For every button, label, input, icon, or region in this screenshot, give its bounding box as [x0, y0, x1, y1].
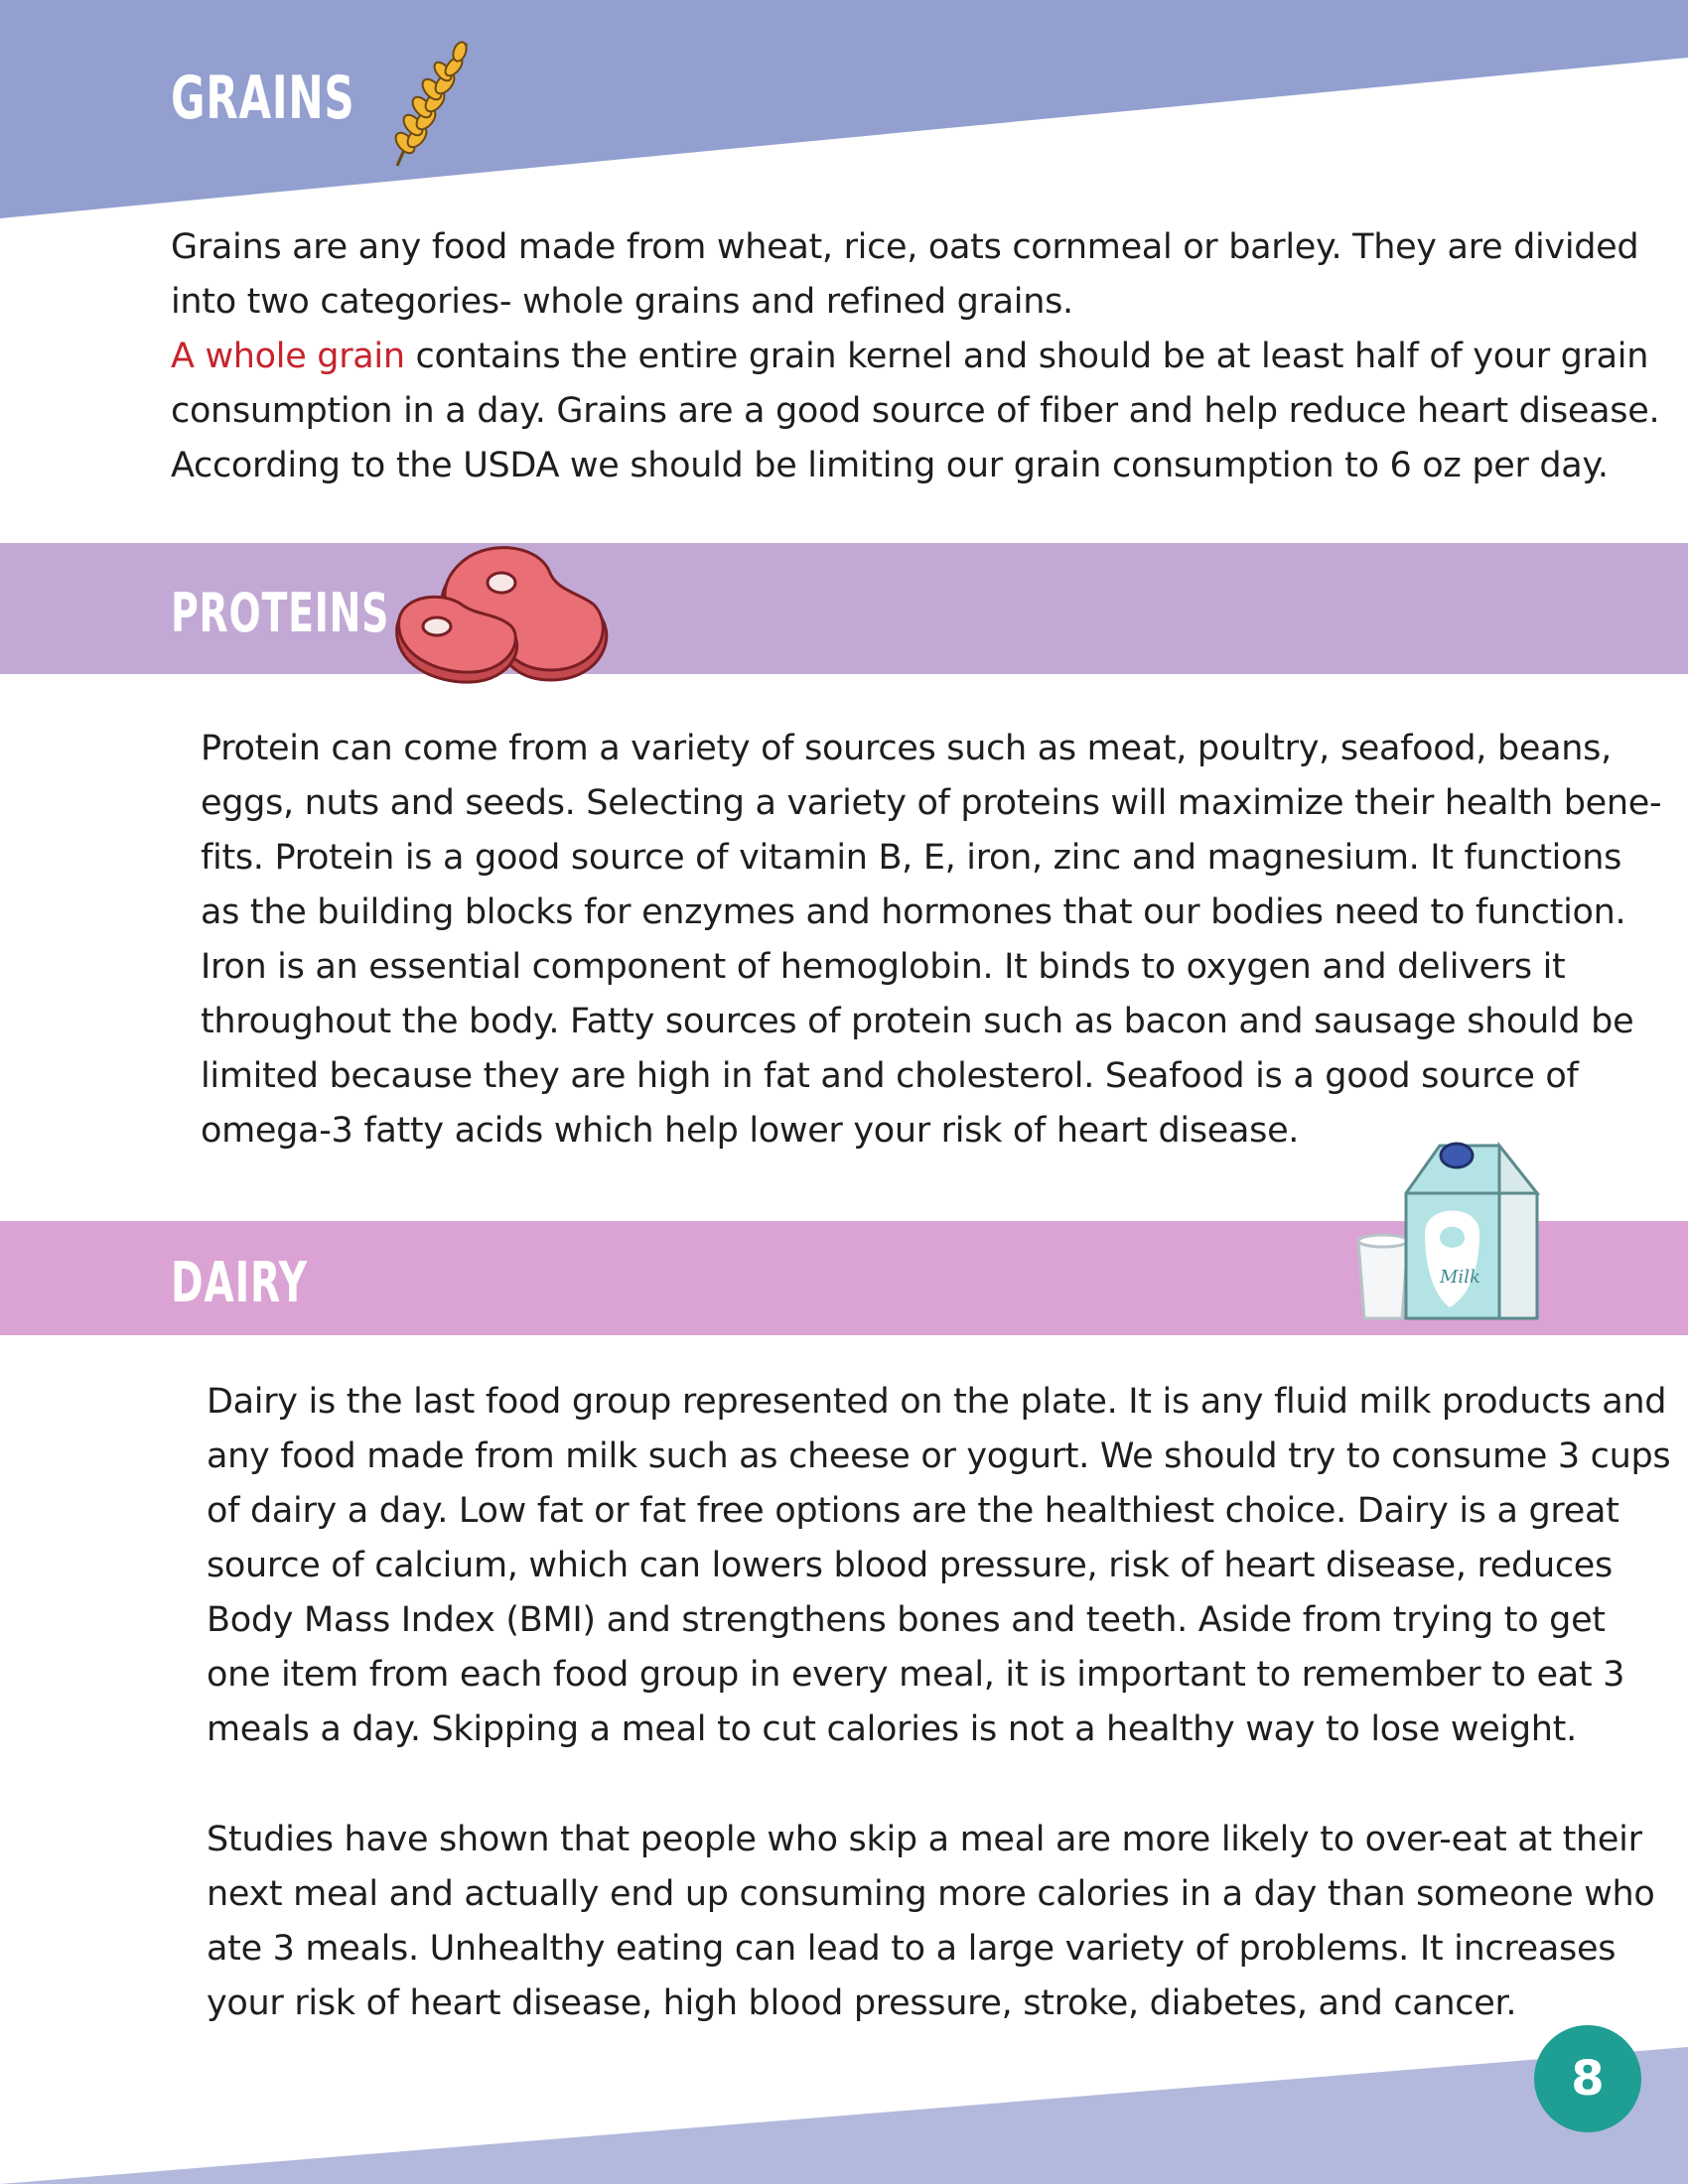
proteins-line-5: Iron is an essential component of hemoglobin. It binds to oxygen and delivers it	[201, 947, 1566, 987]
dairy-line-7: meals a day. Skipping a meal to cut calories is not a healthy way to lose weight.	[207, 1709, 1577, 1749]
proteins-line-1: Protein can come from a variety of sources such as meat, poultry, seafood, beans,	[201, 729, 1612, 768]
proteins-line-6: throughout the body. Fatty sources of protein such as bacon and sausage should be	[201, 1002, 1634, 1041]
steak-icon	[387, 541, 626, 700]
page-number: 8	[1534, 2025, 1641, 2132]
grains-highlight: A whole grain	[171, 337, 405, 376]
milk-carton-icon	[1350, 1134, 1549, 1322]
grains-title: GRAINS	[171, 64, 355, 133]
proteins-title: PROTEINS	[171, 582, 390, 644]
dairy-line-5: Body Mass Index (BMI) and strengthens bones and teeth. Aside from trying to get	[207, 1600, 1606, 1640]
dairy-line-2: any food made from milk such as cheese or yogurt. We should try to consume 3 cups	[207, 1436, 1671, 1476]
grains-line-1: Grains are any food made from wheat, rice, oats cornmeal or barley. They are divided	[171, 227, 1639, 267]
proteins-paragraph	[201, 722, 1661, 1159]
dairy-title: DAIRY	[171, 1251, 308, 1315]
grains-line-5: According to the USDA we should be limiting our grain consumption to 6 oz per day.	[171, 446, 1609, 485]
proteins-line-2: eggs, nuts and seeds. Selecting a variety of proteins will maximize their health bene-	[201, 783, 1662, 823]
dairy-paragraph-2	[207, 1813, 1655, 2031]
dairy-paragraph	[207, 1375, 1670, 1757]
proteins-line-7: limited because they are high in fat and cholesterol. Seafood is a good source of	[201, 1056, 1579, 1096]
wheat-icon	[375, 32, 485, 171]
proteins-line-3: fits. Protein is a good source of vitamin B, E, iron, zinc and magnesium. It functions	[201, 838, 1622, 878]
dairy-p2-line-1: Studies have shown that people who skip a meal are more likely to over-eat at their	[207, 1820, 1642, 1859]
grains-line-4: consumption in a day. Grains are a good source of fiber and help reduce heart disease.	[171, 391, 1660, 431]
dairy-line-1: Dairy is the last food group represented on the plate. It is any fluid milk products and	[207, 1382, 1667, 1422]
dairy-p2-line-3: ate 3 meals. Unhealthy eating can lead to a large variety of problems. It increases	[207, 1929, 1617, 1969]
dairy-line-6: one item from each food group in every meal, it is important to remember to eat 3	[207, 1655, 1625, 1695]
dairy-line-4: source of calcium, which can lowers blood pressure, risk of heart disease, reduces	[207, 1546, 1613, 1585]
proteins-line-4: as the building blocks for enzymes and hormones that our bodies need to function.	[201, 892, 1626, 932]
grains-line-2: into two categories- whole grains and refined grains.	[171, 282, 1073, 322]
grains-line-3: contains the entire grain kernel and should be at least half of your grain	[404, 337, 1649, 376]
dairy-p2-line-4: your risk of heart disease, high blood pressure, stroke, diabetes, and cancer.	[207, 1983, 1517, 2023]
milk-label: Milk	[1440, 1267, 1480, 1288]
footer-band	[0, 2047, 1688, 2184]
dairy-p2-line-2: next meal and actually end up consuming more calories in a day than someone who	[207, 1874, 1655, 1914]
grains-paragraph	[171, 220, 1659, 493]
dairy-line-3: of dairy a day. Low fat or fat free options are the healthiest choice. Dairy is a great	[207, 1491, 1619, 1531]
proteins-line-8: omega-3 fatty acids which help lower your risk of heart disease.	[201, 1111, 1300, 1151]
